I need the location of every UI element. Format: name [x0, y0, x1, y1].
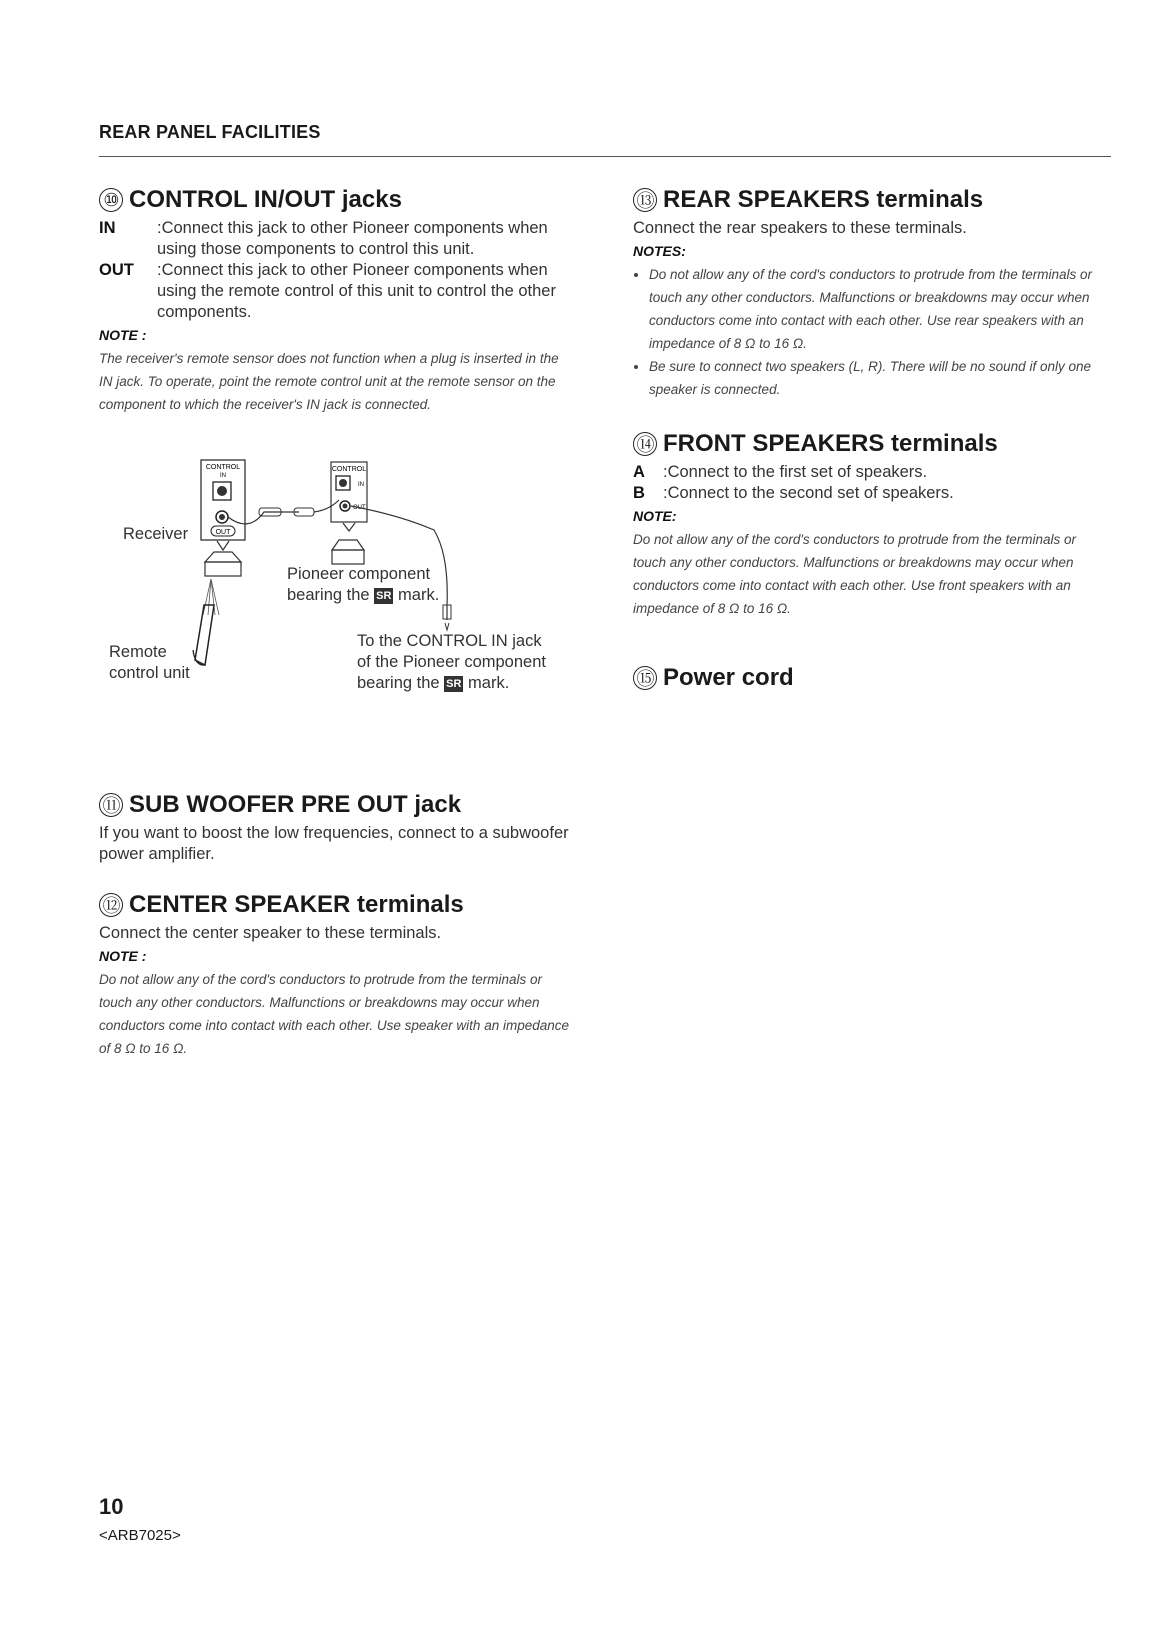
def-term: IN: [99, 219, 116, 237]
to-control-text-4: mark.: [468, 674, 510, 692]
section-number: ⑫: [99, 893, 123, 917]
in-label-text-2: IN: [358, 482, 364, 488]
pioneer-mark-text-1: bearing the: [287, 586, 370, 604]
header-rule: [99, 156, 1111, 157]
sr-mark-icon: SR: [376, 589, 392, 602]
page-number: 10: [99, 1494, 124, 1519]
in-label-text: IN: [220, 473, 226, 479]
control-label-text-2: CONTROL: [331, 466, 367, 473]
def-desc: :Connect this jack to other Pioneer components when using those components to control this unit.: [157, 219, 548, 258]
sr-mark-icon: SR: [446, 677, 462, 690]
def-term: OUT: [99, 261, 134, 279]
front-heading: [633, 430, 1109, 458]
power-heading: [633, 664, 1109, 692]
center-title: CENTER SPEAKER terminals: [129, 891, 464, 918]
control-label-text: CONTROL: [205, 464, 241, 471]
note-label: NOTE:: [633, 508, 677, 524]
out-label-text-2: OUT: [353, 505, 366, 511]
def-in: [99, 218, 569, 260]
section-power: [633, 664, 1109, 696]
center-text: Connect the center speaker to these terminals.: [99, 924, 442, 942]
remote-label-1: Remote: [109, 643, 167, 661]
def-b: [633, 483, 1109, 504]
def-desc: :Connect to the second set of speakers.: [663, 484, 954, 502]
note-item: • Do not allow any of the cord's conductors to protrude from the terminals or touch any other conductors. Malfunctions or breakdowns may occur when conductors come into contact with each other. Use rear speakers with an impedance of 8 Ω to 16 Ω.: [649, 263, 1109, 355]
section-number: ⑬: [633, 188, 657, 212]
pioneer-body: [332, 550, 364, 564]
def-desc: :Connect this jack to other Pioneer components when using the remote control of this unit to control the other components.: [157, 261, 556, 321]
to-control-text-3: bearing the: [357, 674, 440, 692]
page-header: REAR PANEL FACILITIES: [99, 122, 321, 142]
note-text: Do not allow any of the cord's conductors to protrude from the terminals or touch any other conductors. Malfunctions or breakdowns may occur when conductors come into contact with each other. Use speaker with an impedance of 8 Ω to 16 Ω.: [99, 972, 570, 1056]
rear-text: Connect the rear speakers to these terminals.: [633, 219, 967, 237]
def-term: B: [633, 484, 645, 502]
section-number: ⑩: [99, 188, 123, 212]
out-label-text: OUT: [215, 529, 231, 536]
in-jack: [217, 486, 227, 496]
subwoofer-title: SUB WOOFER PRE OUT jack: [129, 791, 462, 818]
section-number: ⑮: [633, 666, 657, 690]
section-control: [99, 186, 569, 416]
control-heading: [99, 186, 569, 214]
note-text: The receiver's remote sensor does not function when a plug is inserted in the IN jack. To operate, point the remote control unit at the remote sensor on the component to which the receiver's IN jack is connected.: [99, 351, 559, 412]
def-term: A: [633, 463, 645, 481]
front-title: FRONT SPEAKERS terminals: [663, 430, 998, 457]
section-center: [99, 891, 569, 1060]
pioneer-component-label: Pioneer component: [287, 565, 431, 583]
section-front: [633, 430, 1109, 620]
document-code: <ARB7025>: [99, 1527, 181, 1544]
def-a: [633, 462, 1109, 483]
rear-heading: [633, 186, 1109, 214]
notes-list: [633, 263, 1109, 401]
center-heading: [99, 891, 569, 919]
section-number: ⑭: [633, 432, 657, 456]
note-text: Do not allow any of the cord's conductors to protrude from the terminals or touch any other conductors. Malfunctions or breakdowns may occur when conductors come into contact with each other. Use front speakers with an impedance of 8 Ω to 16 Ω.: [633, 532, 1077, 616]
def-desc: :Connect to the first set of speakers.: [663, 463, 928, 481]
section-subwoofer: [99, 791, 569, 865]
subwoofer-heading: [99, 791, 569, 819]
pioneer-mark-text-2: mark.: [398, 586, 440, 604]
note-label: NOTES:: [633, 243, 686, 259]
to-control-label-3: [357, 673, 509, 694]
section-number: ⑪: [99, 793, 123, 817]
rear-title: REAR SPEAKERS terminals: [663, 186, 984, 213]
receiver-label: Receiver: [123, 525, 189, 543]
receiver-body: [205, 562, 241, 576]
pioneer-mark-label: [287, 585, 439, 606]
remote-body: [195, 605, 214, 665]
control-title: CONTROL IN/OUT jacks: [129, 186, 402, 213]
note-item: • Be sure to connect two speakers (L, R). There will be no sound if only one speaker is connected.: [649, 355, 1109, 401]
connection-diagram: [99, 455, 569, 735]
section-rear: [633, 186, 1109, 401]
subwoofer-text: If you want to boost the low frequencies, connect to a subwoofer power amplifier.: [99, 824, 569, 863]
note-label: NOTE :: [99, 327, 147, 343]
note-label: NOTE :: [99, 948, 147, 964]
to-control-label-2: of the Pioneer component: [357, 653, 546, 671]
power-title: Power cord: [663, 664, 794, 691]
to-control-label-1: To the CONTROL IN jack: [357, 632, 542, 650]
def-out: [99, 260, 569, 323]
remote-label-2: control unit: [109, 664, 190, 682]
